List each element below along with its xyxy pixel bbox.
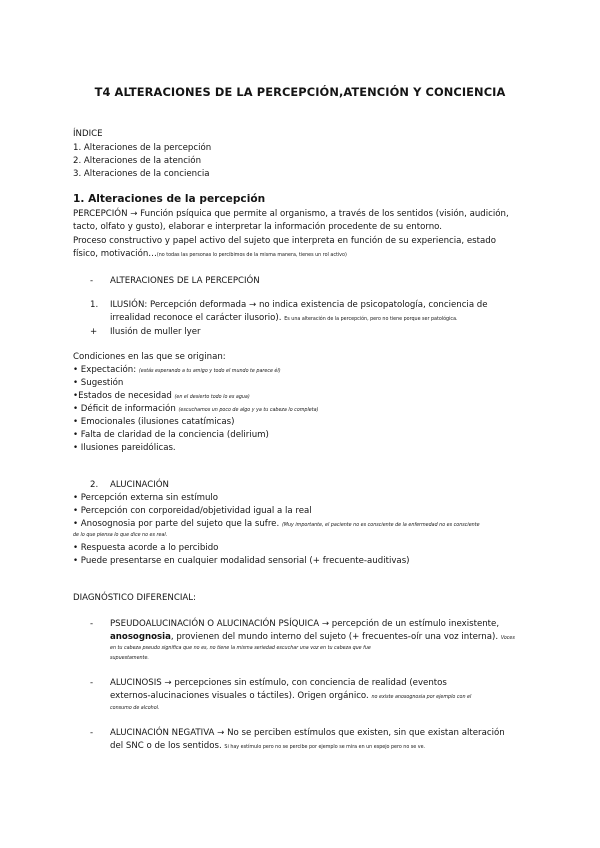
- alucinacion-number: 2.: [90, 480, 99, 490]
- pseudo-line-1: PSEUDOALUCINACIÓN O ALUCINACIÓN PSÍQUICA → percepción de un estímulo inexistente,: [110, 619, 500, 629]
- alucinacion-item: • Percepción externa sin estímulo: [73, 493, 219, 503]
- alteraciones-subheading: ALTERACIONES DE LA PERCEPCIÓN: [110, 276, 260, 286]
- percepcion-note: (no todas las personas lo percibimos de la misma manera, tienes un rol activo): [156, 253, 347, 258]
- negativa-line-2: del SNC o de los sentidos. Si hay estímulo pero no se percibe por ejemplo se mira en un espejo pero no se ve.: [110, 741, 426, 751]
- dash-bullet: -: [90, 276, 94, 286]
- index-item-3: 3. Alteraciones de la conciencia: [73, 169, 210, 179]
- alucinacion-item: • Respuesta acorde a lo percibido: [73, 543, 219, 553]
- pseudo-note-line-2: en tu cabeza pseudo significa que no es, no tiene la misma seriedad escuchar una voz en tu cabeza que fue: [110, 646, 371, 651]
- percepcion-para-text: físico, motivación…: [73, 249, 157, 259]
- alucinosis-note-line-2: consumo de alcohol.: [110, 706, 160, 711]
- ilusion-line-1: ILUSIÓN: Percepción deformada → no indica existencia de psicopatología, conciencia de: [110, 300, 488, 310]
- index-heading: ÍNDICE: [73, 129, 103, 139]
- condition-item: • Expectación: (estás esperando a tu amigo y todo el mundo te parece él): [73, 365, 281, 375]
- plus-bullet: +: [90, 327, 98, 337]
- alucinacion-heading: ALUCINACIÓN: [110, 480, 169, 490]
- anosognosia-note: (Muy importante, el paciente no es consciente de la enfermedad no es consciente: [281, 523, 480, 528]
- alucinosis-line-2: externos-alucinaciones visuales o táctiles). Origen orgánico. no existe anosognosia por ejemplo con el: [110, 691, 472, 701]
- percepcion-para-line-4: [73, 248, 347, 262]
- index-item-1: 1. Alteraciones de la percepción: [73, 143, 212, 153]
- dash-bullet: -: [90, 728, 94, 738]
- alucinacion-item: • Anosognosia por parte del sujeto que la sufre. (Muy importante, el paciente no es consciente de la enfermedad no es consciente: [73, 519, 480, 529]
- ilusion-line-2: [110, 312, 458, 326]
- percepcion-para-line-1: PERCEPCIÓN → Función psíquica que permite al organismo, a través de los sentidos (visión, audición,: [73, 209, 509, 219]
- condition-item: • Falta de claridad de la conciencia (delirium): [73, 430, 269, 440]
- percepcion-para-line-3: Proceso constructivo y papel activo del sujeto que interpreta en función de su experiencia, estado: [73, 236, 497, 246]
- pseudo-line-2: anosognosia, provienen del mundo interno del sujeto (+ frecuentes-oír una voz interna). Voces: [110, 632, 515, 642]
- alucinacion-item: • Percepción con corporeidad/objetividad igual a la real: [73, 506, 312, 516]
- condition-item: • Emocionales (ilusiones catatímicas): [73, 417, 235, 427]
- ilusion-number: 1.: [90, 300, 99, 310]
- ilusion-note: Es una alteración de la percepción, pero no tiene porque ser patológica.: [284, 317, 458, 322]
- condition-item: • Ilusiones pareidólicas.: [73, 443, 176, 453]
- section-heading: 1. Alteraciones de la percepción: [73, 193, 266, 205]
- dash-bullet: -: [90, 619, 94, 629]
- ilusion-text: irrealidad reconoce el carácter ilusorio).: [110, 313, 282, 323]
- index-item-2: 2. Alteraciones de la atención: [73, 156, 202, 166]
- condition-item: • Déficit de información (escuchamos un poco de algo y ya tu cabeza lo completa): [73, 404, 319, 414]
- percepcion-para-line-2: tacto, olfato y gusto), elaborar e interpretar la información procedente de su entorno.: [73, 222, 443, 232]
- muller-lyer-item: Ilusión de muller lyer: [110, 327, 201, 337]
- dash-bullet: -: [90, 678, 94, 688]
- alucinosis-line-1: ALUCINOSIS → percepciones sin estímulo, con conciencia de realidad (eventos: [110, 678, 447, 688]
- pseudo-note-line-3: supuestamente.: [110, 656, 149, 661]
- condition-item: • Sugestión: [73, 378, 124, 388]
- condition-item: •Estados de necesidad (en el desierto todo lo es agua): [73, 391, 250, 401]
- negativa-line-1: ALUCINACIÓN NEGATIVA → No se perciben estímulos que existen, sin que existan alteración: [110, 728, 505, 738]
- conditions-heading: Condiciones en las que se originan:: [73, 352, 226, 362]
- anosognosia-note-line-2: de lo que piensa lo que dice no es real.: [73, 533, 168, 538]
- alucinacion-item: • Puede presentarse en cualquier modalidad sensorial (+ frecuente-auditivas): [73, 556, 410, 566]
- page-title: T4 ALTERACIONES DE LA PERCEPCIÓN,ATENCIÓN Y CONCIENCIA: [94, 85, 506, 99]
- diagnostico-heading: DIAGNÓSTICO DIFERENCIAL:: [73, 593, 196, 603]
